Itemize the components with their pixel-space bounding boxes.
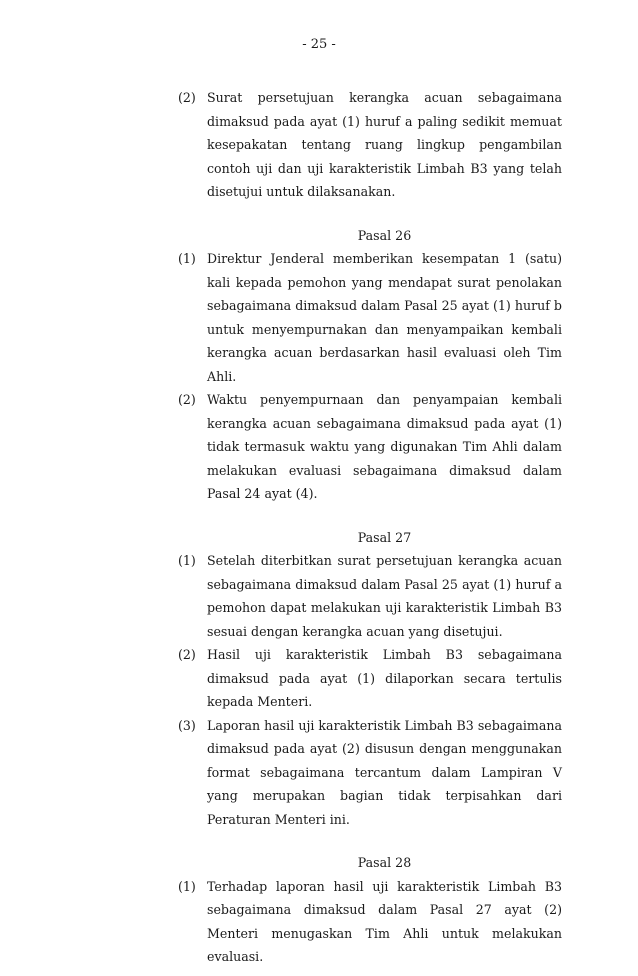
pasal-27-item-1 [178,549,562,643]
pasal-27-item-3 [178,714,562,832]
intro-item-2 [178,86,562,204]
item-number: (1) [178,251,196,266]
item-number: (2) [178,392,196,407]
item-number: (1) [178,553,196,568]
page-number: - 25 - [302,37,336,52]
item-text: Surat persetujuan kerangka acuan sebagaimana dimaksud pada ayat (1) huruf a paling sedikit memuat kesepakatan tentang ruang lingkup pengambilan contoh uji dan uji karakteristik Limbah B3 yang telah disetujui untuk dilaksanakan. [207,90,562,199]
pasal-27-title: Pasal 27 [357,529,412,545]
pasal-28-title: Pasal 28 [357,855,412,870]
item-number: (1) [178,878,196,894]
item-text: Direktur Jenderal memberikan kesempatan 1 (satu) kali kepada pemohon yang mendapat surat penolakan sebagaimana dimaksud dalam Pasal 25 ayat (1) huruf b untuk menyempurnakan dan menyampaikan kembali kerangka acuan berdasarkan hasil evaluasi oleh Tim Ahli. [207,251,562,384]
item-text: Setelah diterbitkan surat persetujuan kerangka acuan sebagaimana dimaksud dalam Pasal 25 ayat (1) huruf a pemohon dapat melakukan uji karakteristik Limbah B3 sesuai dengan kerangka acuan yang disetujui. [207,553,562,639]
pasal-26-title: Pasal 26 [357,227,412,243]
item-text: Waktu penyempurnaan dan penyampaian kembali kerangka acuan sebagaimana dimaksud pada ayat (1) tidak termasuk waktu yang digunakan Tim Ahli dalam melakukan evaluasi sebagaimana dimaksud dalam Pasal 24 ayat (4). [207,392,562,501]
pasal-27-item-2 [178,643,562,714]
item-text: Hasil uji karakteristik Limbah B3 sebagaimana dimaksud pada ayat (1) dilaporkan secara tertulis kepada Menteri. [207,647,562,709]
item-number: (2) [178,90,196,105]
document-body [178,86,562,969]
item-text: Laporan hasil uji karakteristik Limbah B3 sebagaimana dimaksud pada ayat (2) disusun dengan menggunakan format sebagaimana tercantum dalam Lampiran V yang merupakan bagian tidak terpisahkan dari Peraturan Menteri ini. [207,717,562,827]
item-number: (2) [178,647,196,662]
pasal-28-item-1 [178,875,562,969]
item-number: (3) [178,717,196,733]
pasal-26-item-1 [178,247,562,388]
pasal-26-item-2 [178,388,562,506]
item-text: Terhadap laporan hasil uji karakteristik Limbah B3 sebagaimana dimaksud dalam Pasal 27 ayat (2) Menteri menugaskan Tim Ahli untuk melakukan evaluasi. [207,878,562,964]
